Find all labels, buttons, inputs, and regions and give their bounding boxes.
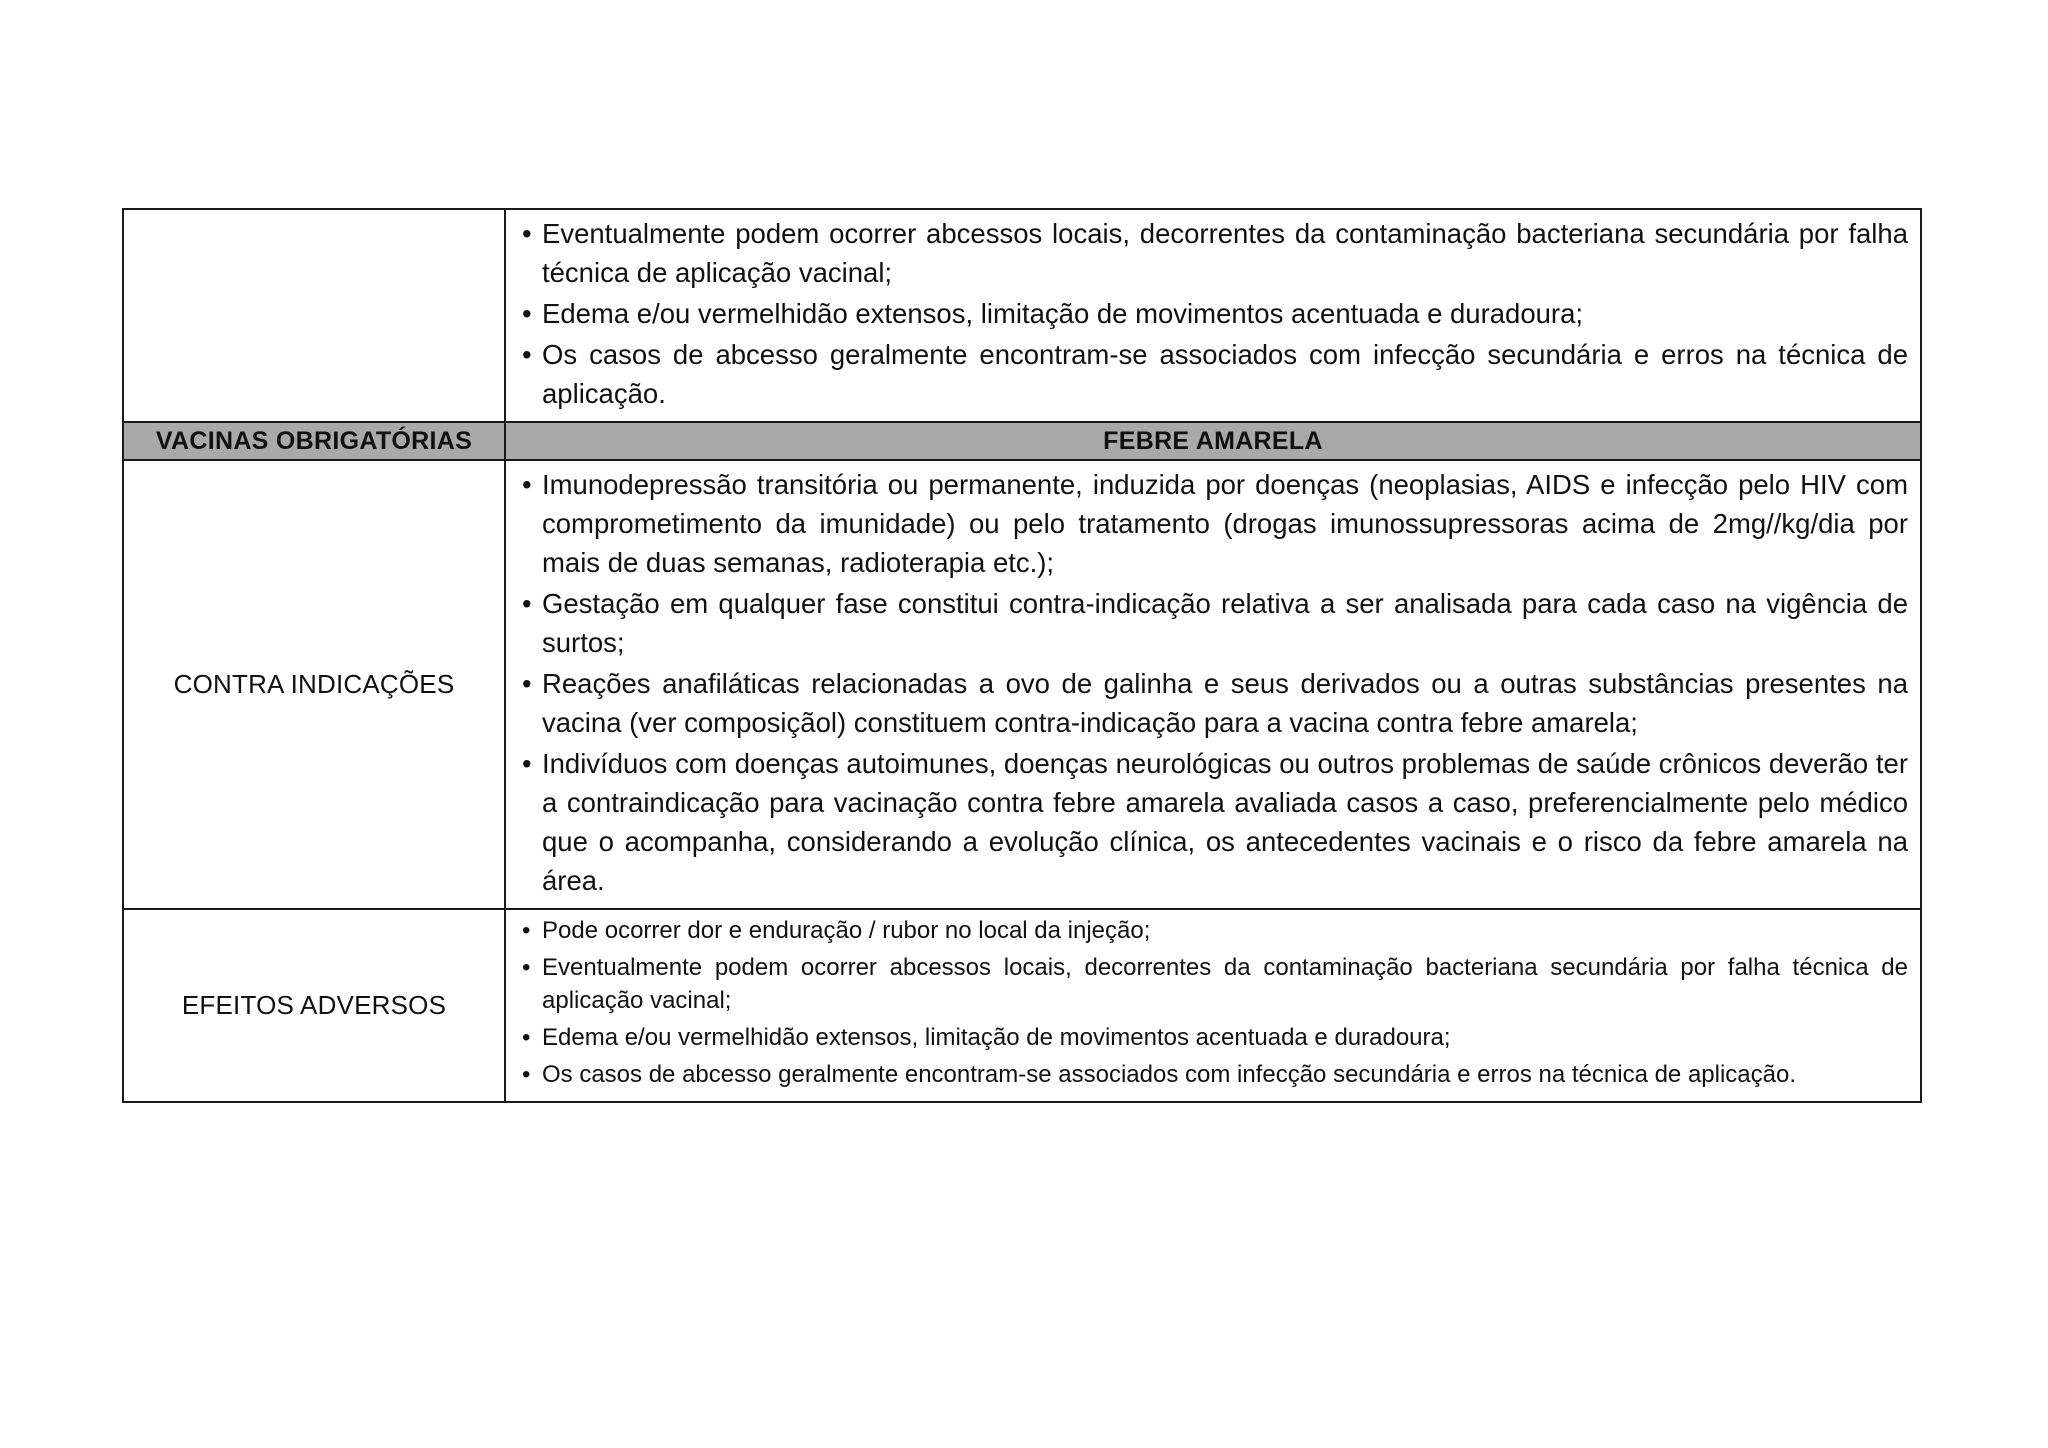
list-item: • Edema e/ou vermelhidão extensos, limitação de movimentos acentuada e duradoura; [520,294,1908,333]
efeitos-label: EFEITOS ADVERSOS [123,909,505,1102]
bullet-icon: • [522,668,532,699]
bullet-icon: • [522,917,531,944]
bullet-icon: • [522,954,531,981]
table-row-contra [123,460,1921,909]
empty-left-cell [123,209,505,422]
list-item: • Pode ocorrer dor e enduração / rubor no local da injeção; [520,914,1908,947]
header-left-cell: VACINAS OBRIGATÓRIAS [123,422,505,460]
bullet-icon: • [522,1061,531,1088]
bullet-icon: • [522,1024,531,1051]
efeitos-list [506,910,1920,1101]
list-item: • Gestação em qualquer fase constitui contra-indicação relativa a ser analisada para cada caso na vigência de surtos; [520,584,1908,662]
table-header-row [123,422,1921,460]
bullet-icon: • [522,469,532,500]
bullet-icon: • [522,339,532,370]
top-effects-list [506,210,1920,421]
bullet-icon: • [522,298,532,329]
efeitos-cell [505,909,1921,1102]
contra-label: CONTRA INDICAÇÕES [123,460,505,909]
list-item: • Edema e/ou vermelhidão extensos, limitação de movimentos acentuada e duradoura; [520,1021,1908,1054]
contra-list [506,461,1920,908]
table-row-efeitos [123,909,1921,1102]
list-item: • Imunodepressão transitória ou permanente, induzida por doenças (neoplasias, AIDS e infecção pelo HIV com comprometimento da imunidade) ou pelo tratamento (drogas imunossupressoras acima de 2mg//kg/dia por mais de duas semanas, radioterapia etc.); [520,465,1908,582]
bullet-icon: • [522,218,532,249]
table-row-top-continuation [123,209,1921,422]
header-right-cell: FEBRE AMARELA [505,422,1921,460]
bullet-icon: • [522,588,532,619]
list-item: • Eventualmente podem ocorrer abcessos locais, decorrentes da contaminação bacteriana secundária por falha técnica de aplicação vacinal; [520,951,1908,1017]
list-item: • Reações anafiláticas relacionadas a ovo de galinha e seus derivados ou a outras substâncias presentes na vacina (ver composiçãol) constituem contra-indicação para a vacina contra febre amarela; [520,664,1908,742]
list-item: • Os casos de abcesso geralmente encontram-se associados com infecção secundária e erros na técnica de aplicação. [520,1058,1908,1091]
list-item: • Indivíduos com doenças autoimunes, doenças neurológicas ou outros problemas de saúde crônicos deverão ter a contraindicação para vacinação contra febre amarela avaliada casos a caso, preferencialmente pelo médico que o acompanha, considerando a evolução clínica, os antecedentes vacinais e o risco da febre amarela na área. [520,744,1908,900]
vaccine-table [122,208,1922,1103]
bullet-icon: • [522,748,532,779]
list-item: • Os casos de abcesso geralmente encontram-se associados com infecção secundária e erros na técnica de aplicação. [520,335,1908,413]
top-effects-cell [505,209,1921,422]
contra-cell [505,460,1921,909]
list-item: • Eventualmente podem ocorrer abcessos locais, decorrentes da contaminação bacteriana secundária por falha técnica de aplicação vacinal; [520,214,1908,292]
